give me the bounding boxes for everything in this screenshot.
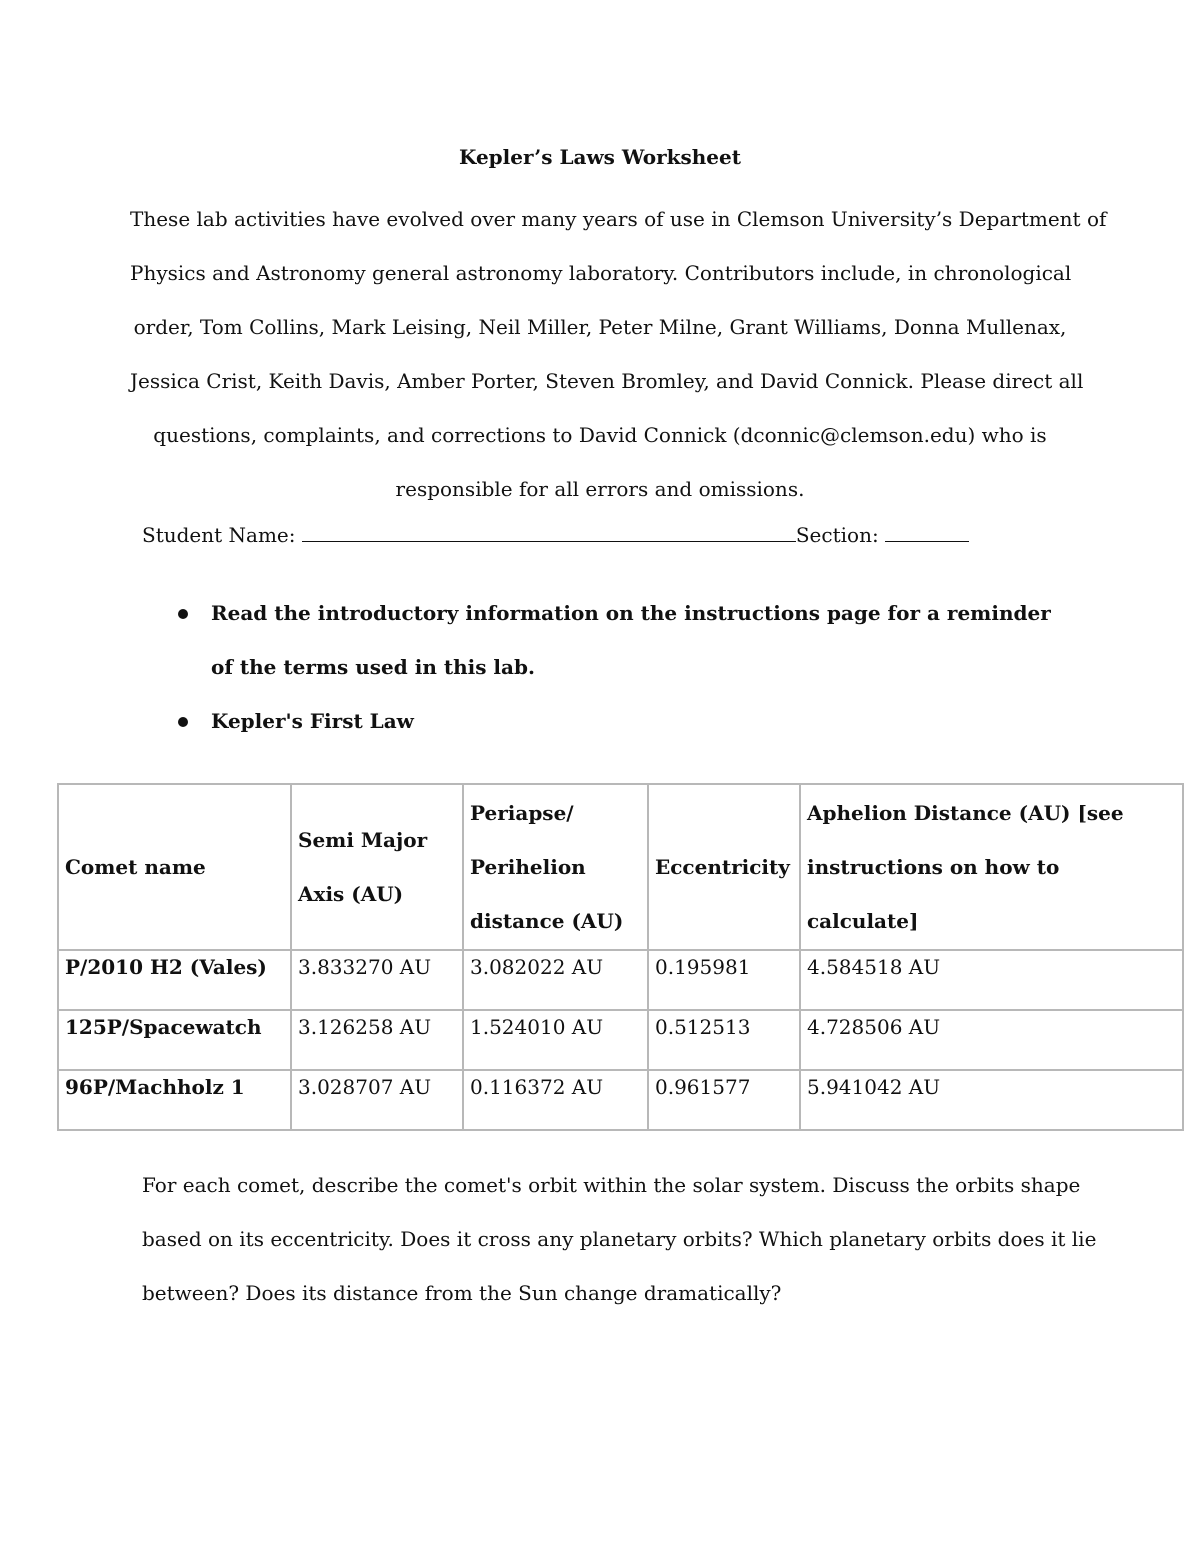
cell-axis: 3.126258 AU [291,1010,463,1070]
cell-comet-name: 96P/Machholz 1 [58,1070,291,1130]
table-row [58,950,1183,1010]
cell-perihelion: 3.082022 AU [463,950,648,1010]
cell-perihelion: 0.116372 AU [463,1070,648,1130]
list-item [178,586,1058,694]
cell-eccentricity: 0.195981 [648,950,800,1010]
cell-comet-name: 125P/Spacewatch [58,1010,291,1070]
comet-table [57,783,1184,1131]
cell-aphelion: 5.941042 AU [800,1070,1183,1130]
header-perihelion: Periapse/ Perihelion distance (AU) [463,784,648,950]
intro-line: order, Tom Collins, Mark Leising, Neil Miller, Peter Milne, Grant Williams, Donna Mullenax, [133,315,1067,339]
student-name-label: Student Name: [142,523,302,547]
question-paragraph [142,1158,1097,1320]
question-line: based on its eccentricity. Does it cross any planetary orbits? Which planetary orbits does it lie [142,1227,1097,1251]
bullet-text: Read the introductory information on the instructions page for a reminder of the terms used in this lab. [211,601,1051,679]
list-item [178,694,1058,748]
table-row [58,1010,1183,1070]
page-title: Kepler’s Laws Worksheet [459,145,741,169]
student-name-blank[interactable] [302,521,796,542]
section-blank[interactable] [885,521,969,542]
intro-line: Jessica Crist, Keith Davis, Amber Porter, Steven Bromley, and David Connick. Please direct all [130,369,1084,393]
cell-aphelion: 4.728506 AU [800,1010,1183,1070]
intro-line: These lab activities have evolved over many years of use in Clemson University’s Department of [130,207,1107,231]
cell-axis: 3.028707 AU [291,1070,463,1130]
intro-line: responsible for all errors and omissions. [395,477,805,501]
header-eccentricity: Eccentricity [648,784,800,950]
instruction-list [178,586,1058,748]
section-label: Section: [795,523,886,547]
bullet-icon [178,717,188,727]
cell-aphelion: 4.584518 AU [800,950,1183,1010]
intro-line: Physics and Astronomy general astronomy laboratory. Contributors include, in chronological [130,261,1072,285]
student-info-row [142,521,969,549]
question-line: between? Does its distance from the Sun change dramatically? [142,1281,782,1305]
intro-paragraph [130,192,1107,516]
table-row [58,1070,1183,1130]
cell-perihelion: 1.524010 AU [463,1010,648,1070]
bullet-text: Kepler's First Law [211,709,414,733]
header-aphelion: Aphelion Distance (AU) [see instructions on how to calculate] [800,784,1183,950]
cell-eccentricity: 0.961577 [648,1070,800,1130]
intro-line: questions, complaints, and corrections to David Connick (dconnic@clemson.edu) who is [153,423,1047,447]
question-line: For each comet, describe the comet's orbit within the solar system. Discuss the orbits shape [142,1173,1081,1197]
bullet-icon [178,609,188,619]
cell-eccentricity: 0.512513 [648,1010,800,1070]
table-header-row [58,784,1183,950]
header-semi-major-axis: Semi Major Axis (AU) [291,784,463,950]
cell-axis: 3.833270 AU [291,950,463,1010]
header-comet-name: Comet name [58,784,291,950]
cell-comet-name: P/2010 H2 (Vales) [58,950,291,1010]
